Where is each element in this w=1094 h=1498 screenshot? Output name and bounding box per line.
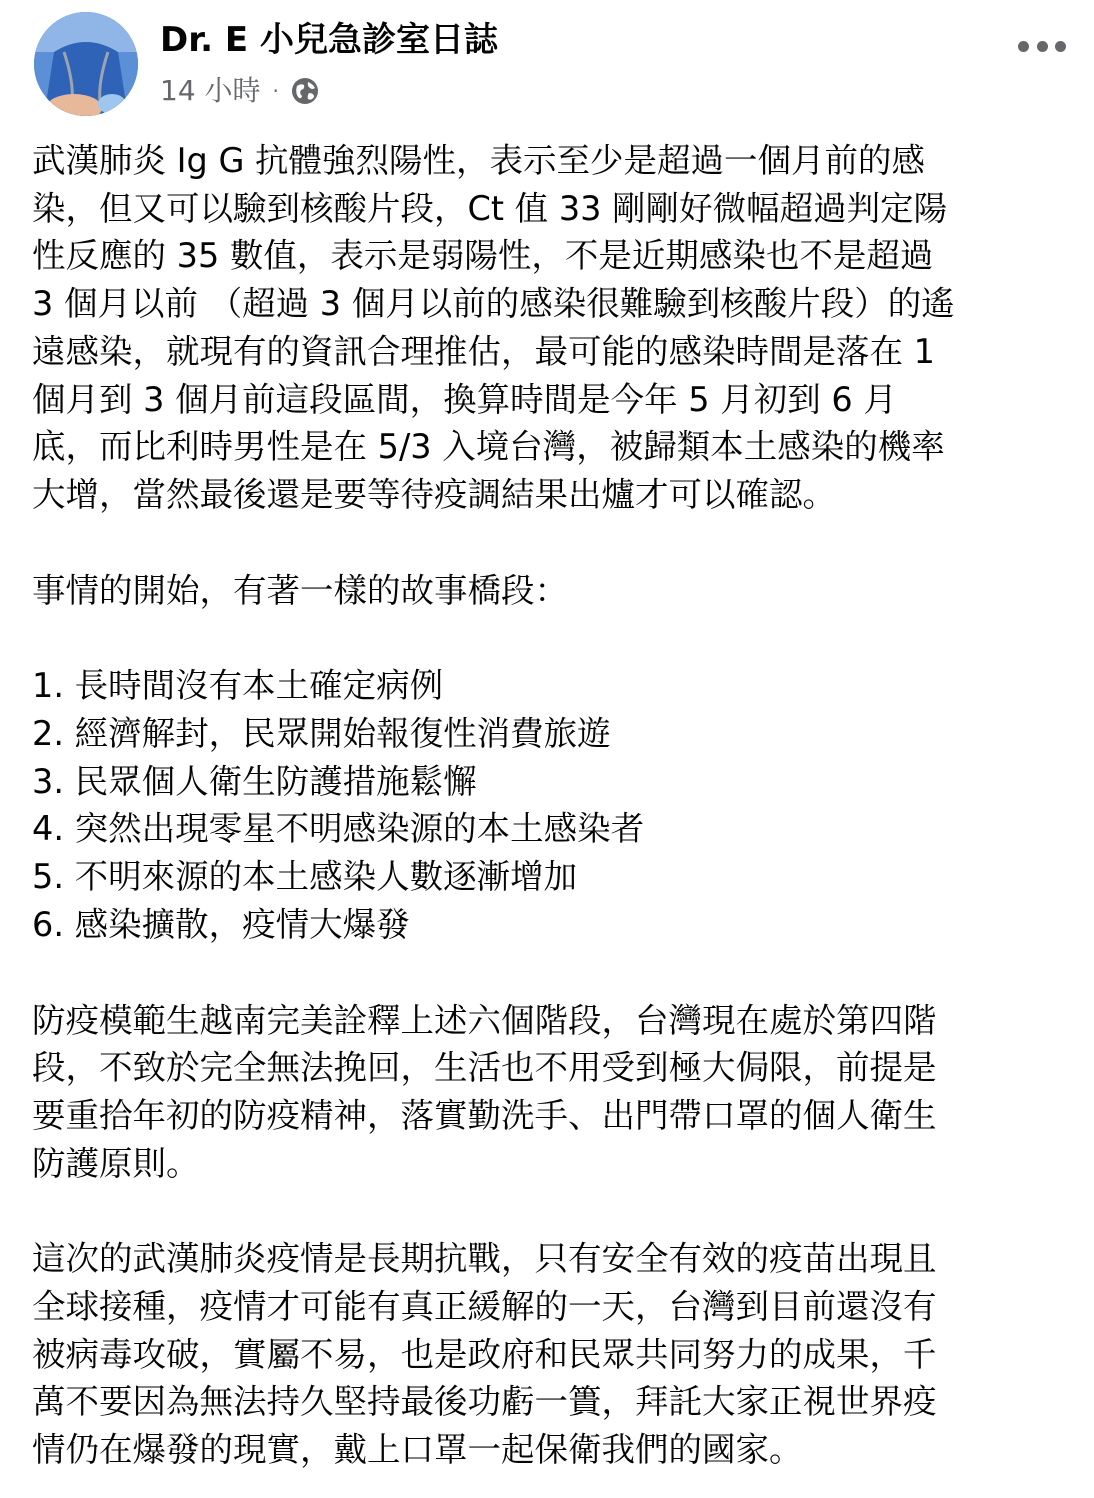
text-line: 萬不要因為無法持久堅持最後功虧一簣，拜託大家正視世界疫: [32, 1382, 937, 1422]
meta-separator: ·: [272, 79, 279, 103]
paragraph-2: [32, 567, 1072, 615]
text-line: 被病毒攻破，實屬不易，也是政府和民眾共同努力的成果，千: [32, 1334, 937, 1374]
text-line: 大增，當然最後還是要等待疫調結果出爐才可以確認。: [32, 474, 836, 514]
avatar[interactable]: [34, 12, 138, 116]
list-item: 4. 突然出現零星不明感染源的本土感染者: [32, 809, 645, 849]
text-line: 個月到 3 個月前這段區間，換算時間是今年 5 月初到 6 月: [32, 379, 897, 419]
paragraph-4: [32, 1235, 1072, 1474]
list-item: 2. 經濟解封，民眾開始報復性消費旅遊: [32, 714, 611, 754]
timestamp[interactable]: 14 小時: [160, 74, 261, 107]
paragraph-1: [32, 137, 1072, 519]
post-header: [0, 0, 1094, 120]
text-line: 全球接種，疫情才可能有真正緩解的一天，台灣到目前還沒有: [32, 1287, 937, 1327]
text-line: 防疫模範生越南完美詮釋上述六個階段，台灣現在處於第四階: [32, 1000, 937, 1040]
list-item: 1. 長時間沒有本土確定病例: [32, 666, 444, 706]
globe-icon[interactable]: [289, 75, 321, 107]
text-line: 段，不致於完全無法挽回，生活也不用受到極大侷限，前提是: [32, 1048, 937, 1088]
text-line: 性反應的 35 數值，表示是弱陽性，不是近期感染也不是超過: [32, 236, 934, 276]
text-line: 遠感染，就現有的資訊合理推估，最可能的感染時間是落在 1: [32, 331, 935, 371]
text-line: 事情的開始，有著一樣的故事橋段：: [32, 570, 568, 610]
text-line: 情仍在爆發的現實，戴上口罩一起保衛我們的國家。: [32, 1430, 803, 1470]
more-options-icon[interactable]: [1018, 32, 1066, 60]
post-body: [32, 137, 1072, 1474]
text-line: 這次的武漢肺炎疫情是長期抗戰，只有安全有效的疫苗出現且: [32, 1239, 937, 1279]
post-meta: [160, 72, 321, 110]
list-item: 5. 不明來源的本土感染人數逐漸增加: [32, 857, 578, 897]
text-line: 底，而比利時男性是在 5/3 入境台灣，被歸類本土感染的機率: [32, 427, 945, 467]
list-item: 6. 感染擴散，疫情大爆發: [32, 904, 410, 944]
paragraph-3: [32, 997, 1072, 1188]
text-line: 3 個月以前 （超過 3 個月以前的感染很難驗到核酸片段）的遙: [32, 284, 955, 324]
author-name[interactable]: Dr. E 小兒急診室日誌: [160, 20, 498, 60]
text-line: 武漢肺炎 Ig G 抗體強烈陽性，表示至少是超過一個月前的感: [32, 141, 926, 180]
text-line: 防護原則。: [32, 1143, 200, 1183]
text-line: 染，但又可以驗到核酸片段，Ct 值 33 剛剛好微幅超過判定陽: [32, 188, 948, 228]
text-line: 要重拾年初的防疫精神，落實勤洗手、出門帶口罩的個人衛生: [32, 1095, 937, 1135]
avatar-image: [34, 12, 138, 116]
stage-list: [32, 662, 1072, 948]
list-item: 3. 民眾個人衛生防護措施鬆懈: [32, 761, 477, 801]
